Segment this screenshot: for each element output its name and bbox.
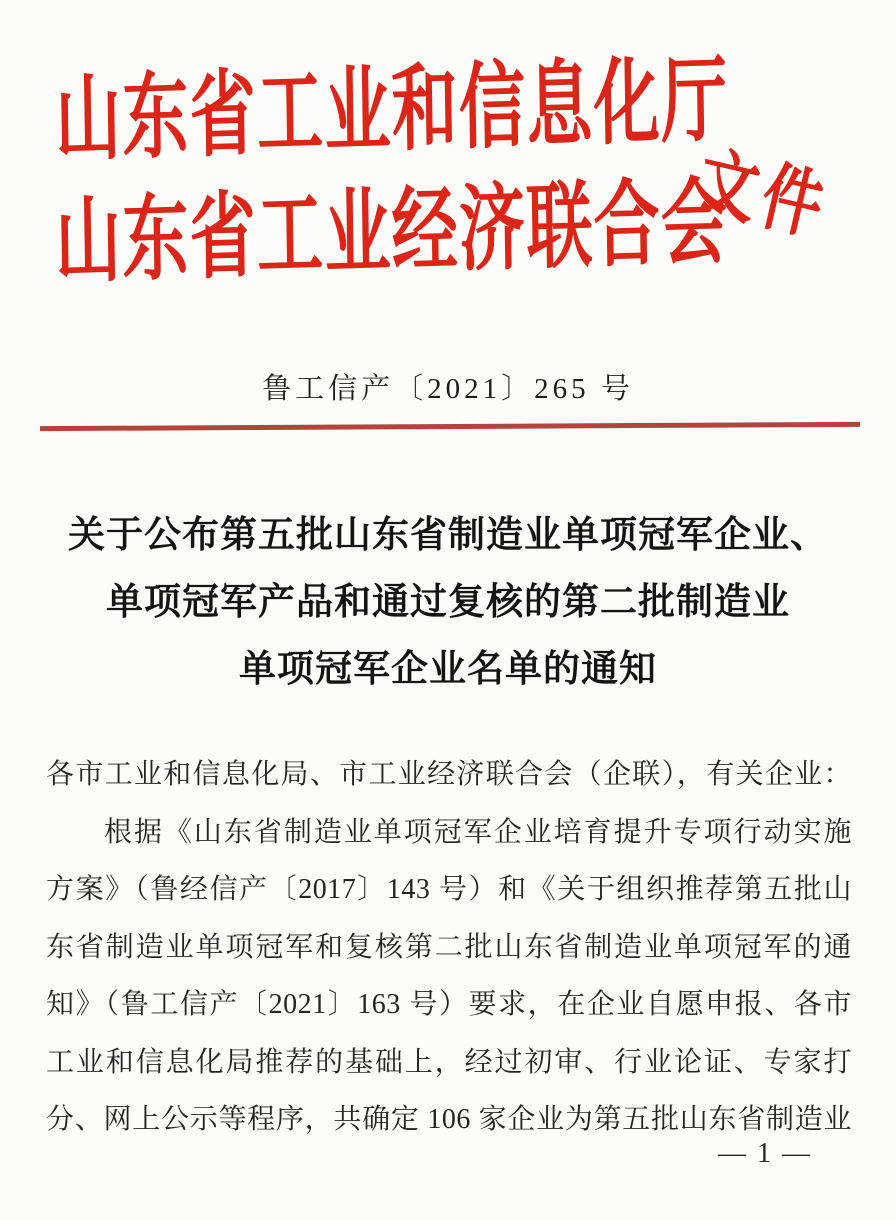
body-paragraph-line: 东省制造业单项冠军和复核第二批山东省制造业单项冠军的通 xyxy=(46,931,852,963)
issuing-org-line-1: 山东省工业和信息化厅 xyxy=(54,49,728,174)
document-title xyxy=(0,502,896,703)
document-reference-number: 鲁工信产〔2021〕265 号 xyxy=(262,373,634,405)
body-paragraph-line: 方案》（鲁经信产〔2017〕143 号）和《关于组织推荐第五批山 xyxy=(46,874,852,905)
body-salutation-line: 各市工业和信息化局、市工业经济联合会（企联），有关企业： xyxy=(46,759,852,790)
document-type-label: 文件 xyxy=(689,140,837,251)
title-line-1: 关于公布第五批山东省制造业单项冠军企业、 xyxy=(68,515,828,556)
body-paragraph-line: 根据《山东省制造业单项冠军企业培育提升专项行动实施 xyxy=(104,816,852,848)
body-paragraph-line: 知》（鲁工信产〔2021〕163 号）要求，在企业自愿申报、各市 xyxy=(46,989,852,1020)
title-line-2: 单项冠军产品和通过复核的第二批制造业 xyxy=(106,582,790,623)
document-body xyxy=(46,746,852,1149)
body-paragraph-line: 工业和信息化局推荐的基础上，经过初审、行业论证、专家打 xyxy=(46,1046,852,1078)
body-paragraph-line: 分、网上公示等程序，共确定 106 家企业为第五批山东省制造业 xyxy=(46,1104,852,1135)
issuing-org-line-2: 山东省工业经济联合会 xyxy=(54,171,728,296)
red-separator-line xyxy=(40,422,860,431)
page-number: — 1 — xyxy=(718,1138,812,1169)
title-line-3: 单项冠军企业名单的通知 xyxy=(239,649,657,690)
